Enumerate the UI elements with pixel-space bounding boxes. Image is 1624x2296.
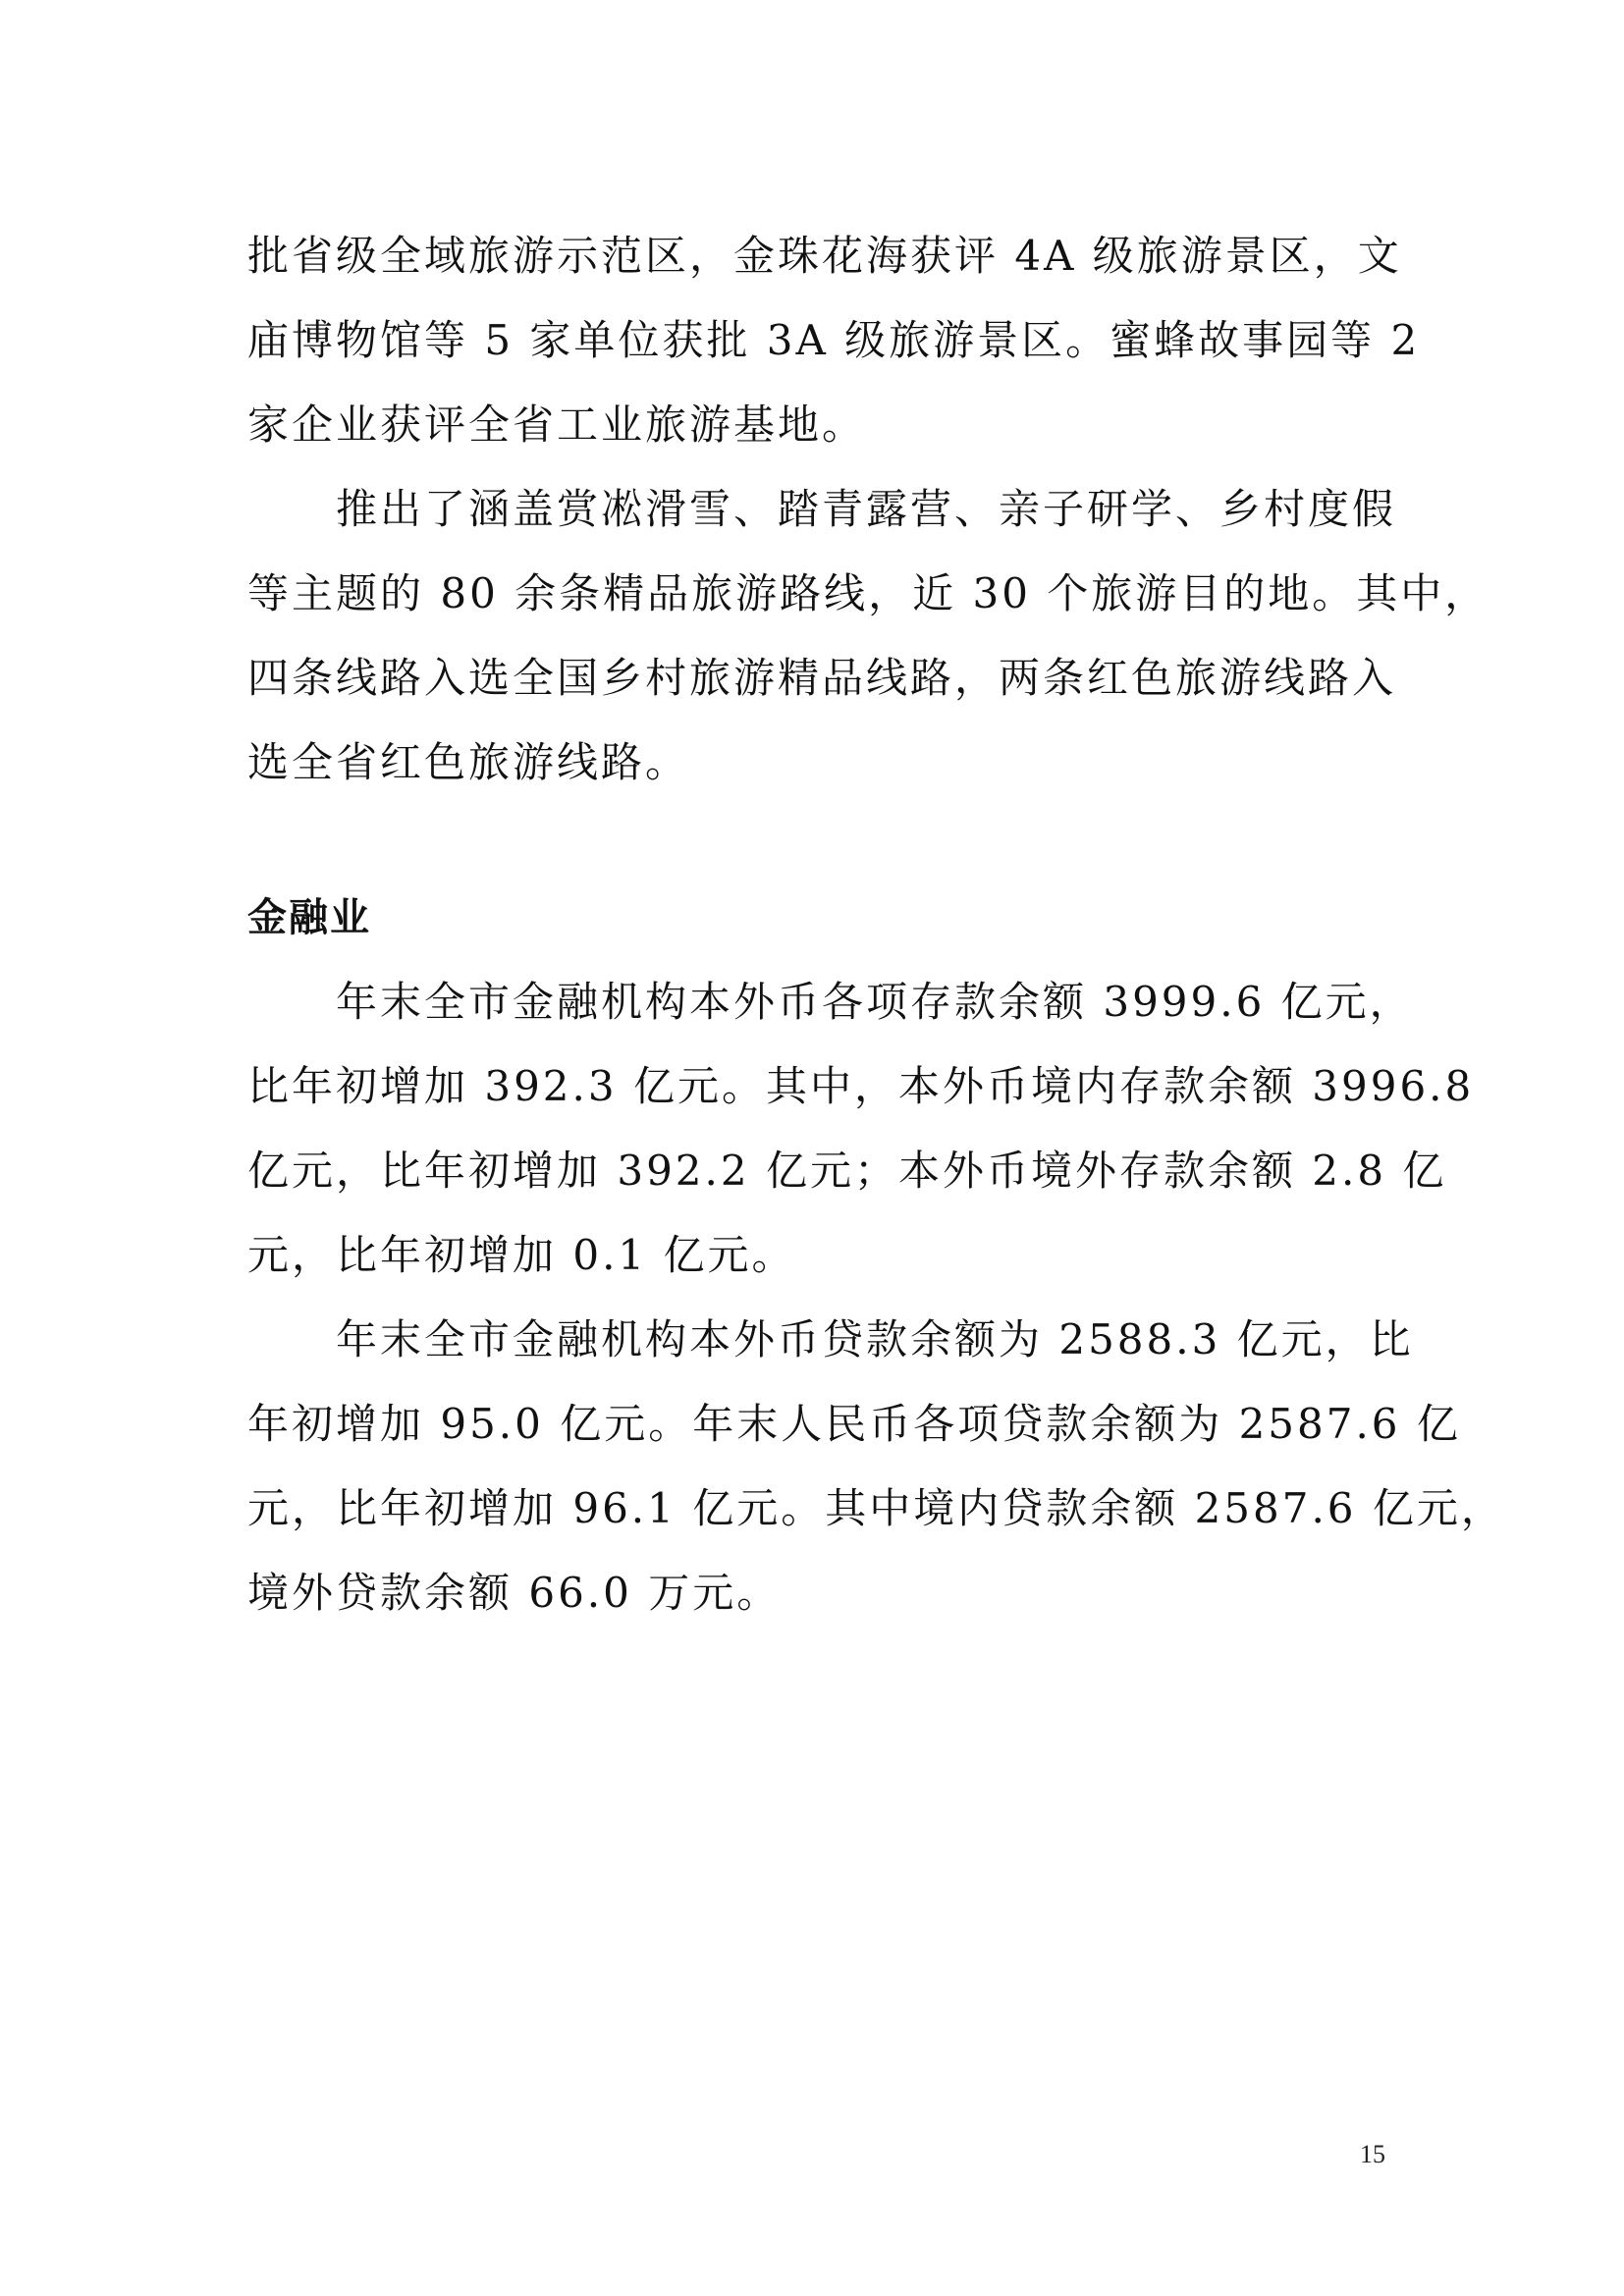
tourism-paragraph-2 xyxy=(247,467,1489,805)
finance-paragraph-deposits xyxy=(247,960,1475,1298)
page-content xyxy=(247,214,1505,1635)
text-line: 年末全市金融机构本外币各项存款余额 3999.6 亿元， xyxy=(336,978,1414,1026)
text-line: 等主题的 80 余条精品旅游路线，近 30 个旅游目的地。其中， xyxy=(247,569,1489,617)
text-line: 年初增加 95.0 亿元。年末人民币各项贷款余额为 2587.6 亿 xyxy=(247,1400,1461,1448)
section-heading-finance: 金融业 xyxy=(247,895,371,940)
text-line: 境外贷款余额 66.0 万元。 xyxy=(247,1569,782,1617)
text-line: 比年初增加 392.3 亿元。其中，本外币境内存款余额 3996.8 xyxy=(247,1062,1475,1110)
tourism-paragraph-1 xyxy=(247,214,1421,467)
section-spacer xyxy=(247,805,1386,876)
text-line: 庙博物馆等 5 家单位获批 3A 级旅游景区。蜜蜂故事园等 2 xyxy=(247,316,1421,364)
page-number: 15 xyxy=(1360,2140,1385,2168)
text-line: 选全省红色旅游线路。 xyxy=(247,738,690,786)
text-line: 亿元，比年初增加 392.2 亿元；本外币境外存款余额 2.8 亿 xyxy=(247,1147,1447,1195)
text-line: 推出了涵盖赏凇滑雪、踏青露营、亲子研学、乡村度假 xyxy=(336,485,1397,533)
text-line: 四条线路入选全国乡村旅游精品线路，两条红色旅游线路入 xyxy=(247,654,1397,702)
text-line: 元，比年初增加 0.1 亿元。 xyxy=(247,1231,796,1279)
text-line: 元，比年初增加 96.1 亿元。其中境内贷款余额 2587.6 亿元， xyxy=(247,1484,1505,1532)
finance-paragraph-loans xyxy=(247,1298,1505,1635)
text-line: 批省级全域旅游示范区，金珠花海获评 4A 级旅游景区，文 xyxy=(247,232,1402,280)
text-line: 家企业获评全省工业旅游基地。 xyxy=(247,400,867,449)
text-line: 年末全市金融机构本外币贷款余额为 2588.3 亿元，比 xyxy=(336,1315,1414,1363)
